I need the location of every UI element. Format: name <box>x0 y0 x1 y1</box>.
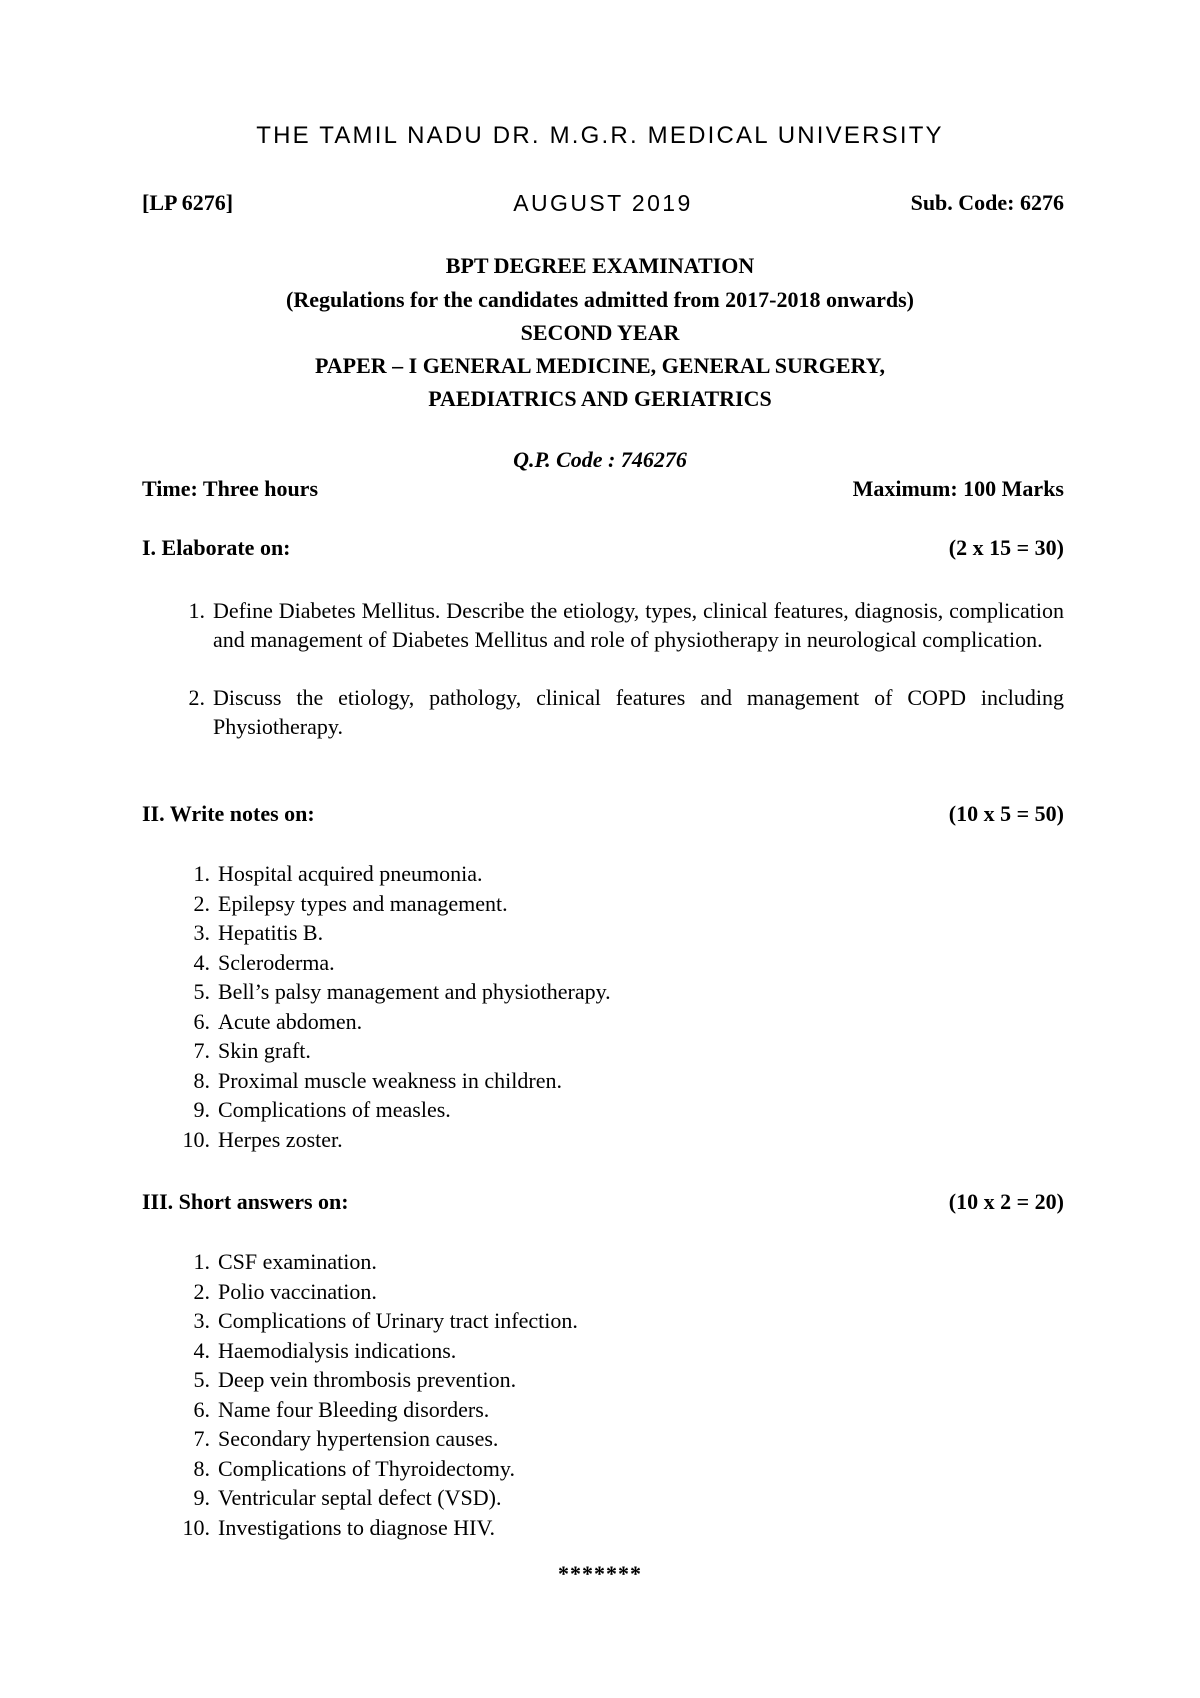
section-marks: (10 x 2 = 20) <box>948 1189 1064 1214</box>
item-text: Discuss the etiology, pathology, clinical features and management of COPD including Physiotherapy. <box>213 685 1064 739</box>
paper-title-line-2: PAEDIATRICS AND GERIATRICS <box>428 386 772 411</box>
exam-duration: Time: Three hours <box>142 476 319 501</box>
item-text: Deep vein thrombosis prevention. <box>218 1367 517 1392</box>
list-item <box>142 1277 1064 1307</box>
item-number: 2. <box>193 890 210 916</box>
section-heading <box>142 535 1064 561</box>
list-item <box>142 1365 1064 1395</box>
list-item <box>142 1125 1064 1155</box>
section-title: III. Short answers on: <box>142 1189 349 1214</box>
item-text: Define Diabetes Mellitus. Describe the etiology, types, clinical features, diagnosis, complication and management of Diabetes Mellitus and role of physiotherapy in neurological complication. <box>213 598 1064 652</box>
list-item <box>142 1095 1064 1125</box>
item-text: Acute abdomen. <box>218 1008 363 1034</box>
section-question-list <box>142 1247 1064 1542</box>
item-number: 2. <box>188 685 205 710</box>
item-text: Proximal muscle weakness in children. <box>218 1067 562 1093</box>
item-number: 2. <box>193 1278 210 1304</box>
item-text: Polio vaccination. <box>218 1278 377 1304</box>
item-number: 6. <box>193 1396 210 1422</box>
item-text: Bell’s palsy management and physiotherapy. <box>218 979 611 1004</box>
list-item <box>142 596 1064 654</box>
list-item <box>142 948 1064 978</box>
university-name: THE TAMIL NADU DR. M.G.R. MEDICAL UNIVERSITY <box>256 122 944 149</box>
regulations-line: (Regulations for the candidates admitted from 2017-2018 onwards) <box>286 287 914 312</box>
item-text: Scleroderma. <box>218 949 335 975</box>
item-text: Hospital acquired pneumonia. <box>218 861 483 886</box>
item-number: 8. <box>193 1067 210 1093</box>
section-question-list <box>142 859 1064 1154</box>
section-marks: (2 x 15 = 30) <box>948 535 1064 560</box>
list-item <box>142 977 1064 1007</box>
item-number: 10. <box>182 1514 210 1540</box>
list-item <box>142 1336 1064 1366</box>
paper-title-line-1: PAPER – I GENERAL MEDICINE, GENERAL SURGERY, <box>314 353 886 378</box>
section-heading <box>142 1189 1064 1215</box>
list-item <box>142 683 1064 741</box>
item-text: Complications of measles. <box>218 1097 451 1122</box>
list-item <box>142 1483 1064 1513</box>
item-number: 1. <box>193 861 210 886</box>
item-text: Investigations to diagnose HIV. <box>218 1514 496 1540</box>
item-number: 1. <box>193 1249 210 1274</box>
time-marks-row <box>142 476 1064 502</box>
list-item <box>142 1454 1064 1484</box>
item-text: Ventricular septal defect (VSD). <box>218 1485 502 1510</box>
item-text: Hepatitis B. <box>218 920 324 945</box>
item-text: Haemodialysis indications. <box>218 1337 457 1363</box>
list-item <box>142 1036 1064 1066</box>
item-number: 9. <box>193 1097 210 1122</box>
item-number: 3. <box>193 1308 210 1333</box>
list-item <box>142 859 1064 889</box>
item-text: CSF examination. <box>218 1249 377 1274</box>
item-text: Complications of Thyroidectomy. <box>218 1455 515 1481</box>
item-text: Secondary hypertension causes. <box>218 1426 499 1451</box>
ref-code: [LP 6276] <box>142 190 234 215</box>
item-number: 1. <box>188 598 205 623</box>
list-item <box>142 1424 1064 1454</box>
list-item <box>142 1007 1064 1037</box>
item-number: 5. <box>193 1367 210 1392</box>
exam-session: AUGUST 2019 <box>513 190 693 216</box>
item-number: 8. <box>193 1455 210 1481</box>
list-item <box>142 1066 1064 1096</box>
list-item <box>142 918 1064 948</box>
section-heading <box>142 801 1064 827</box>
item-number: 3. <box>193 920 210 945</box>
item-text: Complications of Urinary tract infection. <box>218 1308 578 1333</box>
item-number: 9. <box>193 1485 210 1510</box>
item-number: 5. <box>193 979 210 1004</box>
list-item <box>142 1306 1064 1336</box>
item-number: 4. <box>193 949 210 975</box>
item-number: 6. <box>193 1008 210 1034</box>
item-number: 7. <box>193 1426 210 1451</box>
section-question-list <box>142 596 1064 741</box>
qp-code: Q.P. Code : 746276 <box>513 447 687 472</box>
item-text: Epilepsy types and management. <box>218 890 508 916</box>
list-item <box>142 889 1064 919</box>
end-of-paper-mark: ******* <box>558 1561 642 1586</box>
item-text: Name four Bleeding disorders. <box>218 1396 490 1422</box>
section-title: II. Write notes on: <box>142 801 315 826</box>
section-title: I. Elaborate on: <box>142 535 291 560</box>
header-code-row <box>142 190 1064 216</box>
item-number: 10. <box>182 1126 210 1152</box>
item-text: Herpes zoster. <box>218 1126 343 1152</box>
list-item <box>142 1513 1064 1543</box>
list-item <box>142 1395 1064 1425</box>
section-marks: (10 x 5 = 50) <box>948 801 1064 826</box>
exam-title: BPT DEGREE EXAMINATION <box>445 253 755 278</box>
item-number: 4. <box>193 1337 210 1363</box>
item-number: 7. <box>193 1038 210 1063</box>
subject-code: Sub. Code: 6276 <box>910 190 1064 215</box>
maximum-marks: Maximum: 100 Marks <box>852 476 1064 501</box>
list-item <box>142 1247 1064 1277</box>
item-text: Skin graft. <box>218 1038 311 1063</box>
exam-year: SECOND YEAR <box>520 320 680 345</box>
